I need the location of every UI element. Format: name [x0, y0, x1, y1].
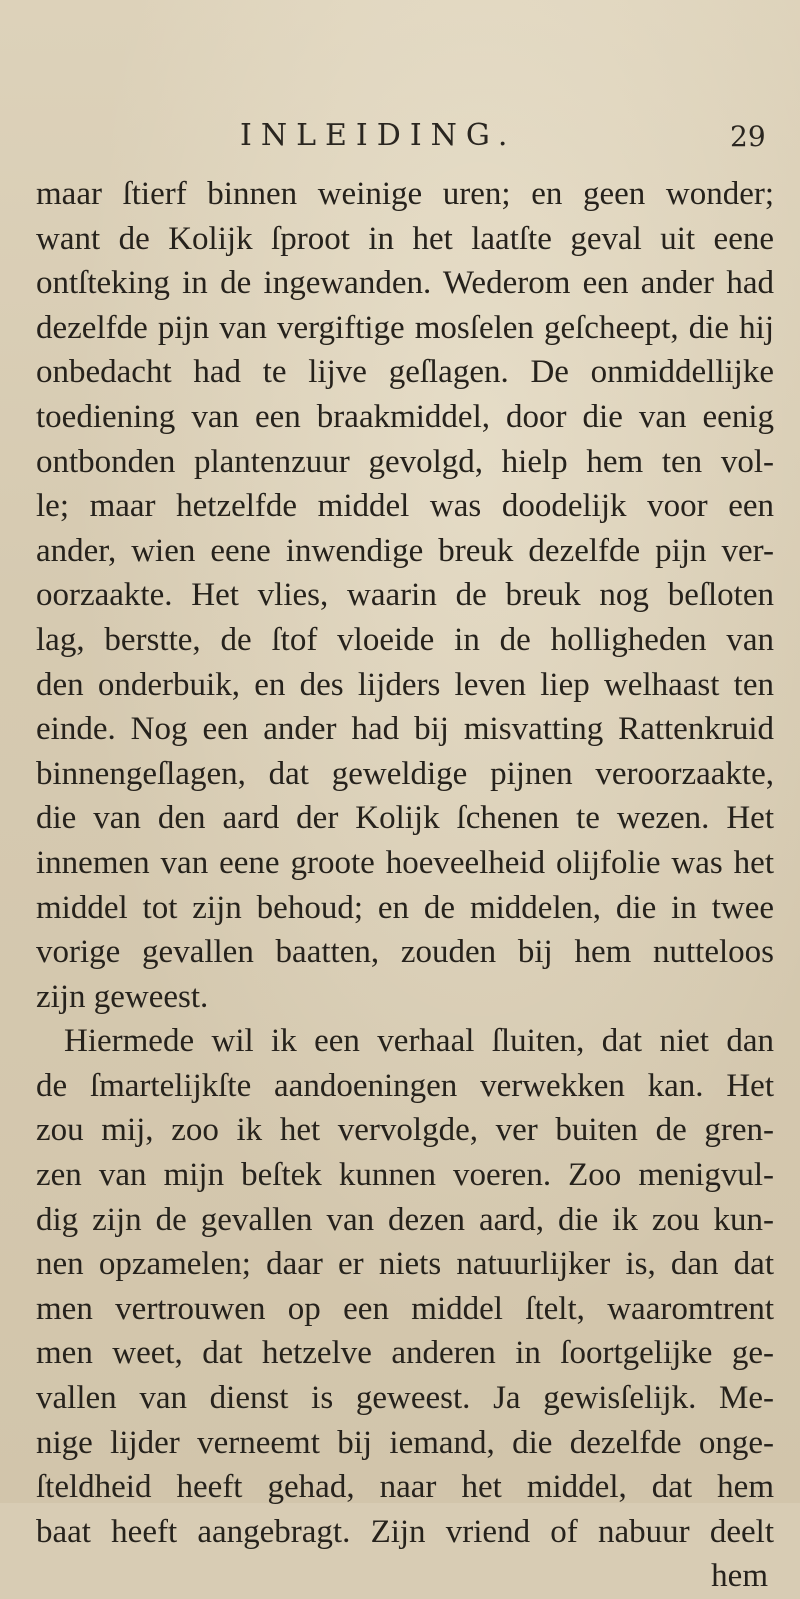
text-line: want de Kolijk ſproot in het laatſte geval uit eene	[36, 220, 774, 257]
text-line: dezelfde pijn van vergiftige mosſelen geſcheept, die hij	[36, 309, 774, 346]
text-line: nige lijder verneemt bij iemand, die dezelfde onge-	[36, 1424, 774, 1461]
page-number: 29	[730, 120, 766, 153]
text-line: men weet, dat hetzelve anderen in ſoortgelijke ge-	[36, 1335, 774, 1372]
text-line: innemen van eene groote hoeveelheid olijfolie was het	[36, 844, 774, 881]
text-line: den onderbuik, en des lijders leven liep welhaast ten	[36, 666, 774, 703]
text-line: nen opzamelen; daar er niets natuurlijker is, dan dat	[36, 1246, 774, 1283]
text-line: toediening van een braakmiddel, door die van eenig	[36, 398, 774, 435]
text-line: ontſteking in de ingewanden. Wederom een ander had	[36, 265, 774, 302]
text-line: die van den aard der Kolijk ſchenen te wezen. Het	[36, 800, 774, 837]
text-line: oorzaakte. Het vlies, waarin de breuk nog beſloten	[36, 577, 774, 614]
running-head: INLEIDING.	[240, 118, 517, 153]
text-line: vorige gevallen baatten, zouden bij hem nutteloos	[36, 934, 774, 971]
text-line-paragraph-start: Hiermede wil ik een verhaal ſluiten, dat niet dan	[64, 1023, 774, 1060]
text-line: zou mij, zoo ik het vervolgde, ver buiten de gren-	[36, 1112, 774, 1149]
text-line: baat heeft aangebragt. Zijn vriend of nabuur deelt	[36, 1513, 774, 1550]
text-line: de ſmartelijkſte aandoeningen verwekken kan. Het	[36, 1067, 774, 1104]
text-line: le; maar hetzelfde middel was doodelijk voor een	[36, 488, 774, 525]
text-line: men vertrouwen op een middel ſtelt, waaromtrent	[36, 1290, 774, 1327]
text-line: zen van mijn beſtek kunnen voeren. Zoo menigvul-	[36, 1157, 774, 1194]
text-line: lag, berstte, de ſtof vloeide in de holligheden van	[36, 621, 774, 658]
page-header	[0, 118, 800, 168]
body-text	[36, 172, 774, 1599]
text-line: middel tot zijn behoud; en de middelen, die in twee	[36, 889, 774, 926]
text-line: dig zijn de gevallen van dezen aard, die ik zou kun-	[36, 1201, 774, 1238]
text-line: einde. Nog een ander had bij misvatting Rattenkruid	[36, 711, 774, 748]
text-line: maar ſtierf binnen weinige uren; en geen wonder;	[36, 176, 774, 212]
catchword: hem	[711, 1558, 768, 1595]
text-line-paragraph-end: zijn geweest.	[36, 978, 209, 1015]
text-line: ander, wien eene inwendige breuk dezelfde pijn ver-	[36, 532, 774, 569]
text-line: ontbonden plantenzuur gevolgd, hielp hem ten vol-	[36, 443, 774, 480]
text-line: ſteldheid heeft gehad, naar het middel, dat hem	[36, 1469, 774, 1506]
text-line: vallen van dienst is geweest. Ja gewisſelijk. Me-	[36, 1380, 774, 1417]
text-line: onbedacht had te lijve geſlagen. De onmiddellijke	[36, 354, 774, 391]
text-line: binnengeſlagen, dat geweldige pijnen veroorzaakte,	[36, 755, 774, 792]
